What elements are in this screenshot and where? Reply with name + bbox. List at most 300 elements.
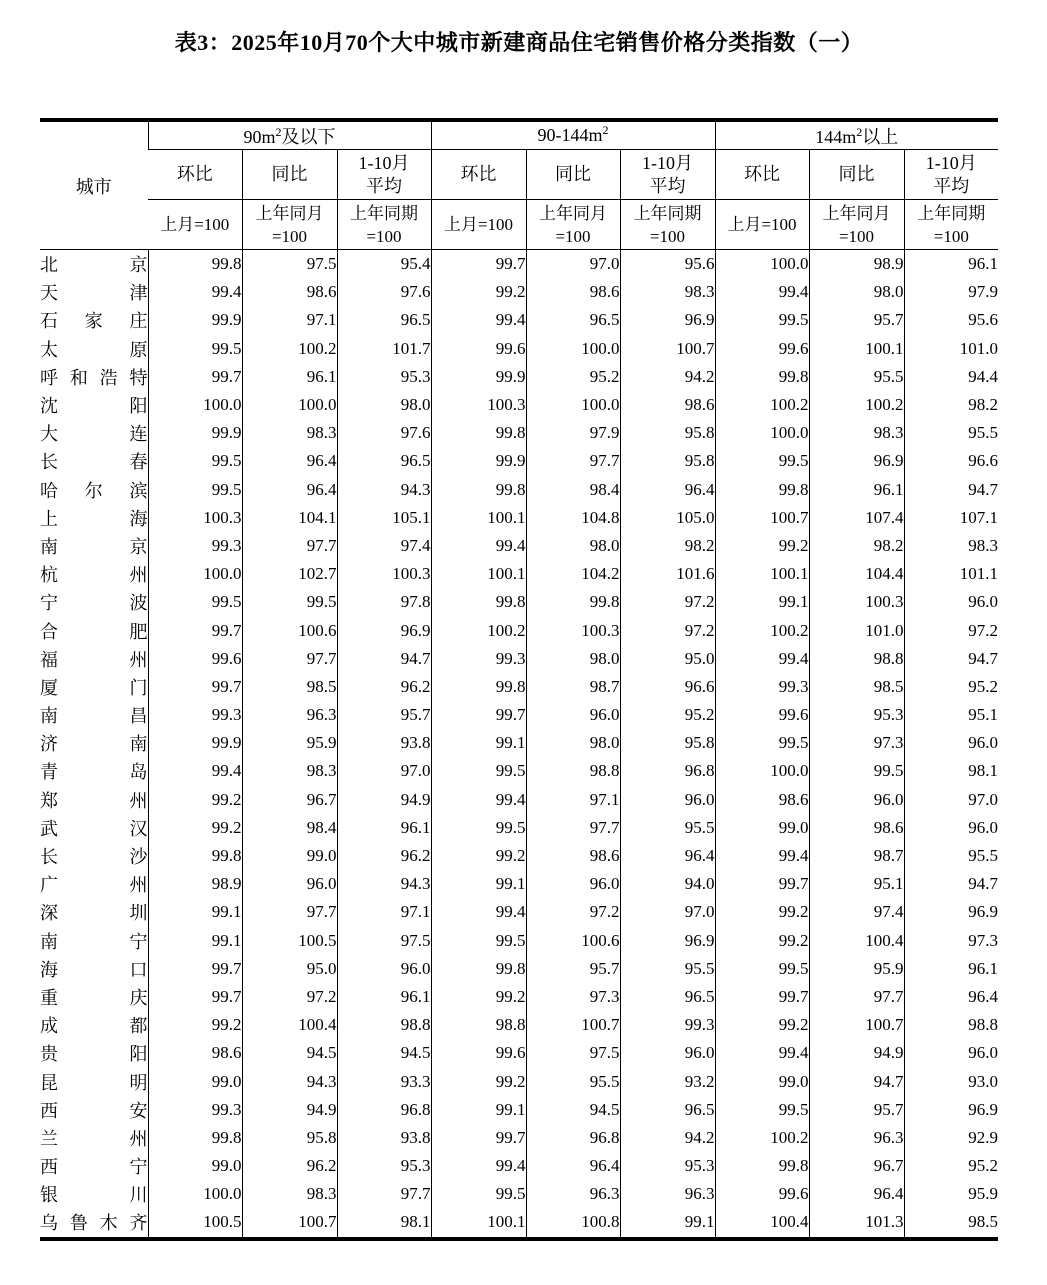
city-name: 兰州 (40, 1128, 148, 1149)
city-name: 天津 (40, 283, 148, 304)
table-row (40, 927, 998, 955)
value-cell: 99.0 (242, 842, 337, 870)
value-cell: 98.2 (809, 532, 904, 560)
value-cell: 100.0 (148, 560, 242, 588)
value-cell: 95.2 (620, 701, 715, 729)
value-cell: 99.2 (148, 786, 242, 814)
value-cell: 98.6 (242, 278, 337, 306)
value-cell: 99.0 (148, 1067, 242, 1095)
city-name: 南昌 (40, 706, 148, 727)
value-cell: 98.3 (242, 1180, 337, 1208)
value-cell: 99.3 (620, 1011, 715, 1039)
value-cell: 96.6 (904, 447, 998, 475)
value-cell: 99.2 (715, 927, 809, 955)
value-cell: 100.4 (715, 1208, 809, 1238)
value-cell: 94.9 (242, 1096, 337, 1124)
city-name: 银川 (40, 1185, 148, 1206)
header-row-metrics (40, 150, 998, 200)
value-cell: 97.2 (526, 898, 620, 926)
value-cell: 99.5 (715, 729, 809, 757)
city-name: 长沙 (40, 847, 148, 868)
value-cell: 99.3 (148, 1096, 242, 1124)
value-cell: 95.7 (809, 1096, 904, 1124)
value-cell: 95.4 (337, 250, 431, 279)
value-cell: 96.4 (242, 447, 337, 475)
value-cell: 95.9 (904, 1180, 998, 1208)
value-cell: 99.2 (715, 898, 809, 926)
value-cell: 94.3 (337, 476, 431, 504)
value-cell: 98.8 (904, 1011, 998, 1039)
value-cell: 97.3 (526, 983, 620, 1011)
group-header-90-and-below: $90m^2$及以下 (148, 120, 431, 150)
value-cell: 99.9 (148, 419, 242, 447)
city-name: 石家庄 (40, 311, 148, 332)
value-cell: 97.7 (526, 447, 620, 475)
value-cell: 94.3 (242, 1067, 337, 1095)
value-cell: 97.8 (337, 588, 431, 616)
value-cell: 99.8 (431, 588, 526, 616)
value-cell: 102.7 (242, 560, 337, 588)
value-cell: 97.3 (809, 729, 904, 757)
city-name: 宁波 (40, 593, 148, 614)
table-row (40, 842, 998, 870)
value-cell: 99.6 (715, 701, 809, 729)
value-cell: 95.6 (904, 306, 998, 334)
value-cell: 97.3 (904, 927, 998, 955)
value-cell: 97.7 (242, 898, 337, 926)
table-row (40, 814, 998, 842)
value-cell: 95.3 (620, 1152, 715, 1180)
value-cell: 100.8 (526, 1208, 620, 1238)
value-cell: 95.6 (620, 250, 715, 279)
table-row (40, 645, 998, 673)
value-cell: 99.5 (148, 447, 242, 475)
value-cell: 96.9 (809, 447, 904, 475)
value-cell: 99.5 (242, 588, 337, 616)
value-cell: 98.0 (337, 391, 431, 419)
value-cell: 100.7 (715, 504, 809, 532)
table-row (40, 1124, 998, 1152)
city-name: 武汉 (40, 818, 148, 839)
value-cell: 95.7 (526, 955, 620, 983)
table-row (40, 616, 998, 644)
value-cell: 93.8 (337, 1124, 431, 1152)
table-row (40, 1152, 998, 1180)
value-cell: 98.6 (526, 842, 620, 870)
value-cell: 98.6 (620, 391, 715, 419)
value-cell: 99.8 (431, 955, 526, 983)
value-cell: 94.7 (904, 870, 998, 898)
value-cell: 99.5 (715, 1096, 809, 1124)
value-cell: 94.5 (337, 1039, 431, 1067)
superscript-2: 2 (275, 124, 282, 139)
value-cell: 96.0 (904, 729, 998, 757)
base-header-prev-month: 上月=100 (715, 200, 809, 250)
value-cell: 95.3 (337, 363, 431, 391)
value-cell: 99.5 (431, 814, 526, 842)
table-row (40, 278, 998, 306)
value-cell: 99.2 (715, 532, 809, 560)
value-cell: 96.4 (620, 476, 715, 504)
value-cell: 100.3 (809, 588, 904, 616)
value-cell: 99.5 (715, 955, 809, 983)
base-header-prev-month: 上月=100 (431, 200, 526, 250)
value-cell: 96.3 (620, 1180, 715, 1208)
city-name: 贵阳 (40, 1044, 148, 1065)
table-row (40, 1096, 998, 1124)
value-cell: 99.0 (715, 1067, 809, 1095)
metric-header-avg: 1-10月 平均 (620, 150, 715, 200)
city-name: 大连 (40, 424, 148, 445)
value-cell: 99.1 (431, 870, 526, 898)
value-cell: 99.8 (431, 673, 526, 701)
value-cell: 96.3 (526, 1180, 620, 1208)
value-cell: 99.6 (431, 335, 526, 363)
city-name: 杭州 (40, 565, 148, 586)
value-cell: 105.0 (620, 504, 715, 532)
value-cell: 96.7 (809, 1152, 904, 1180)
value-cell: 98.6 (148, 1039, 242, 1067)
city-name: 南京 (40, 536, 148, 557)
metric-header-yoy: 同比 (526, 150, 620, 200)
value-cell: 100.3 (526, 616, 620, 644)
value-cell: 99.7 (148, 983, 242, 1011)
metric-header-mom: 环比 (431, 150, 526, 200)
value-cell: 100.1 (809, 335, 904, 363)
table-row (40, 560, 998, 588)
table-row (40, 701, 998, 729)
value-cell: 98.5 (904, 1208, 998, 1238)
city-name: 海口 (40, 959, 148, 980)
value-cell: 96.0 (337, 955, 431, 983)
value-cell: 95.5 (904, 419, 998, 447)
base-header-same-month-last-year: 上年同月 =100 (526, 200, 620, 250)
value-cell: 100.3 (148, 504, 242, 532)
value-cell: 100.4 (242, 1011, 337, 1039)
city-name: 长春 (40, 452, 148, 473)
value-cell: 98.6 (526, 278, 620, 306)
value-cell: 98.3 (904, 532, 998, 560)
value-cell: 100.7 (620, 335, 715, 363)
value-cell: 95.7 (809, 306, 904, 334)
value-cell: 96.0 (242, 870, 337, 898)
value-cell: 98.3 (809, 419, 904, 447)
value-cell: 96.4 (809, 1180, 904, 1208)
value-cell: 96.0 (620, 786, 715, 814)
value-cell: 95.3 (809, 701, 904, 729)
value-cell: 95.0 (242, 955, 337, 983)
superscript-2: 2 (602, 123, 609, 137)
base-header-same-period-last-year: 上年同期 =100 (904, 200, 998, 250)
base-header-same-period-last-year: 上年同期 =100 (337, 200, 431, 250)
value-cell: 96.3 (242, 701, 337, 729)
value-cell: 100.3 (431, 391, 526, 419)
value-cell: 99.6 (715, 335, 809, 363)
base-header-prev-month: 上月=100 (148, 200, 242, 250)
value-cell: 96.0 (904, 814, 998, 842)
value-cell: 99.4 (715, 278, 809, 306)
value-cell: 98.8 (337, 1011, 431, 1039)
value-cell: 100.5 (148, 1208, 242, 1238)
value-cell: 96.4 (904, 983, 998, 1011)
city-name: 济南 (40, 734, 148, 755)
value-cell: 99.8 (431, 419, 526, 447)
value-cell: 99.6 (148, 645, 242, 673)
city-name: 深圳 (40, 903, 148, 924)
value-cell: 97.7 (526, 814, 620, 842)
header-row-groups (40, 120, 998, 150)
city-name: 广州 (40, 875, 148, 896)
value-cell: 95.2 (904, 1152, 998, 1180)
value-cell: 99.8 (148, 1124, 242, 1152)
value-cell: 96.5 (526, 306, 620, 334)
value-cell: 95.5 (526, 1067, 620, 1095)
value-cell: 100.6 (526, 927, 620, 955)
table-body (40, 250, 998, 1239)
value-cell: 95.8 (242, 1124, 337, 1152)
value-cell: 94.7 (809, 1067, 904, 1095)
table-row (40, 955, 998, 983)
value-cell: 100.2 (809, 391, 904, 419)
value-cell: 96.5 (620, 1096, 715, 1124)
value-cell: 99.3 (715, 673, 809, 701)
city-name: 乌鲁木齐 (40, 1213, 148, 1234)
value-cell: 97.1 (526, 786, 620, 814)
city-name: 上海 (40, 508, 148, 529)
value-cell: 95.8 (620, 419, 715, 447)
value-cell: 93.0 (904, 1067, 998, 1095)
value-cell: 104.1 (242, 504, 337, 532)
value-cell: 95.2 (904, 673, 998, 701)
value-cell: 98.8 (526, 757, 620, 785)
value-cell: 96.1 (242, 363, 337, 391)
value-cell: 98.8 (431, 1011, 526, 1039)
value-cell: 104.8 (526, 504, 620, 532)
value-cell: 94.3 (337, 870, 431, 898)
value-cell: 95.5 (620, 955, 715, 983)
value-cell: 96.8 (620, 757, 715, 785)
value-cell: 99.4 (715, 842, 809, 870)
value-cell: 96.3 (809, 1124, 904, 1152)
table-row (40, 983, 998, 1011)
value-cell: 94.5 (526, 1096, 620, 1124)
value-cell: 99.7 (148, 673, 242, 701)
value-cell: 98.1 (904, 757, 998, 785)
value-cell: 97.5 (337, 927, 431, 955)
value-cell: 100.6 (242, 616, 337, 644)
value-cell: 96.1 (337, 983, 431, 1011)
city-name: 厦门 (40, 677, 148, 698)
value-cell: 97.7 (242, 532, 337, 560)
metric-header-avg: 1-10月 平均 (904, 150, 998, 200)
value-cell: 99.9 (431, 447, 526, 475)
value-cell: 97.4 (809, 898, 904, 926)
value-cell: 100.5 (242, 927, 337, 955)
value-cell: 99.7 (431, 250, 526, 279)
value-cell: 96.1 (904, 250, 998, 279)
city-name: 西安 (40, 1100, 148, 1121)
value-cell: 101.3 (809, 1208, 904, 1238)
value-cell: 99.1 (715, 588, 809, 616)
value-cell: 99.2 (431, 1067, 526, 1095)
value-cell: 97.0 (337, 757, 431, 785)
city-name: 福州 (40, 649, 148, 670)
value-cell: 96.6 (620, 673, 715, 701)
base-header-same-month-last-year: 上年同月 =100 (242, 200, 337, 250)
table-row (40, 363, 998, 391)
value-cell: 94.7 (904, 476, 998, 504)
value-cell: 95.8 (620, 447, 715, 475)
table-row (40, 335, 998, 363)
value-cell: 99.9 (148, 729, 242, 757)
value-cell: 100.4 (809, 927, 904, 955)
value-cell: 97.1 (242, 306, 337, 334)
value-cell: 101.1 (904, 560, 998, 588)
value-cell: 97.7 (337, 1180, 431, 1208)
value-cell: 99.2 (431, 278, 526, 306)
superscript-2: 2 (856, 124, 863, 139)
value-cell: 99.7 (148, 616, 242, 644)
table-row (40, 391, 998, 419)
value-cell: 96.5 (337, 306, 431, 334)
table-row (40, 250, 998, 279)
value-cell: 100.2 (242, 335, 337, 363)
value-cell: 98.9 (148, 870, 242, 898)
value-cell: 100.1 (431, 560, 526, 588)
value-cell: 98.8 (809, 645, 904, 673)
value-cell: 104.2 (526, 560, 620, 588)
city-name: 青岛 (40, 762, 148, 783)
value-cell: 98.4 (526, 476, 620, 504)
value-cell: 99.2 (431, 983, 526, 1011)
value-cell: 97.7 (809, 983, 904, 1011)
value-cell: 101.6 (620, 560, 715, 588)
value-cell: 99.4 (148, 757, 242, 785)
value-cell: 99.8 (148, 842, 242, 870)
value-cell: 96.8 (337, 1096, 431, 1124)
base-header-same-month-last-year: 上年同月 =100 (809, 200, 904, 250)
value-cell: 95.1 (809, 870, 904, 898)
value-cell: 98.1 (337, 1208, 431, 1238)
value-cell: 101.0 (904, 335, 998, 363)
metric-header-avg: 1-10月 平均 (337, 150, 431, 200)
value-cell: 96.1 (904, 955, 998, 983)
table-row (40, 532, 998, 560)
value-cell: 97.6 (337, 278, 431, 306)
value-cell: 95.3 (337, 1152, 431, 1180)
value-cell: 99.4 (431, 1152, 526, 1180)
value-cell: 100.2 (715, 616, 809, 644)
value-cell: 99.7 (431, 701, 526, 729)
value-cell: 99.2 (148, 1011, 242, 1039)
value-cell: 95.8 (620, 729, 715, 757)
value-cell: 93.8 (337, 729, 431, 757)
value-cell: 97.6 (337, 419, 431, 447)
table-row (40, 1180, 998, 1208)
value-cell: 96.4 (620, 842, 715, 870)
base-header-same-period-last-year: 上年同期 =100 (620, 200, 715, 250)
value-cell: 94.4 (904, 363, 998, 391)
value-cell: 95.1 (904, 701, 998, 729)
city-name: 重庆 (40, 987, 148, 1008)
value-cell: 100.2 (715, 1124, 809, 1152)
value-cell: 94.9 (809, 1039, 904, 1067)
value-cell: 98.0 (809, 278, 904, 306)
value-cell: 96.7 (242, 786, 337, 814)
table-row (40, 1011, 998, 1039)
value-cell: 96.0 (904, 588, 998, 616)
value-cell: 95.5 (809, 363, 904, 391)
value-cell: 98.2 (904, 391, 998, 419)
value-cell: 96.0 (809, 786, 904, 814)
city-name: 南宁 (40, 931, 148, 952)
value-cell: 99.4 (431, 306, 526, 334)
value-cell: 99.8 (715, 1152, 809, 1180)
value-cell: 99.5 (809, 757, 904, 785)
value-cell: 98.6 (715, 786, 809, 814)
value-cell: 104.4 (809, 560, 904, 588)
value-cell: 99.0 (148, 1152, 242, 1180)
value-cell: 98.9 (809, 250, 904, 279)
value-cell: 96.1 (809, 476, 904, 504)
value-cell: 100.3 (337, 560, 431, 588)
value-cell: 100.2 (715, 391, 809, 419)
value-cell: 94.5 (242, 1039, 337, 1067)
value-cell: 97.5 (526, 1039, 620, 1067)
value-cell: 97.2 (620, 588, 715, 616)
value-cell: 98.7 (809, 842, 904, 870)
city-name: 成都 (40, 1016, 148, 1037)
value-cell: 98.7 (526, 673, 620, 701)
value-cell: 94.2 (620, 363, 715, 391)
value-cell: 100.0 (242, 391, 337, 419)
value-cell: 95.5 (620, 814, 715, 842)
table-row (40, 729, 998, 757)
value-cell: 96.0 (904, 1039, 998, 1067)
value-cell: 99.5 (431, 927, 526, 955)
metric-header-yoy: 同比 (242, 150, 337, 200)
city-column-header: 城市 (40, 120, 148, 250)
table-row (40, 504, 998, 532)
value-cell: 99.4 (715, 645, 809, 673)
value-cell: 99.1 (620, 1208, 715, 1238)
value-cell: 94.2 (620, 1124, 715, 1152)
value-cell: 98.0 (526, 729, 620, 757)
value-cell: 94.9 (337, 786, 431, 814)
value-cell: 97.9 (526, 419, 620, 447)
value-cell: 96.9 (337, 616, 431, 644)
value-cell: 99.5 (148, 476, 242, 504)
value-cell: 98.3 (242, 419, 337, 447)
group-header-144-above: $144m^2$以上 (715, 120, 998, 150)
value-cell: 96.9 (904, 1096, 998, 1124)
value-cell: 99.7 (431, 1124, 526, 1152)
value-cell: 99.9 (431, 363, 526, 391)
group-header-90-144: $90-144m^2$ (431, 120, 715, 150)
metric-header-yoy: 同比 (809, 150, 904, 200)
value-cell: 99.2 (148, 814, 242, 842)
value-cell: 98.3 (620, 278, 715, 306)
value-cell: 95.7 (337, 701, 431, 729)
value-cell: 99.4 (148, 278, 242, 306)
value-cell: 99.4 (431, 532, 526, 560)
value-cell: 97.9 (904, 278, 998, 306)
value-cell: 97.2 (620, 616, 715, 644)
value-cell: 101.0 (809, 616, 904, 644)
value-cell: 99.3 (431, 645, 526, 673)
value-cell: 96.2 (337, 842, 431, 870)
value-cell: 100.1 (715, 560, 809, 588)
